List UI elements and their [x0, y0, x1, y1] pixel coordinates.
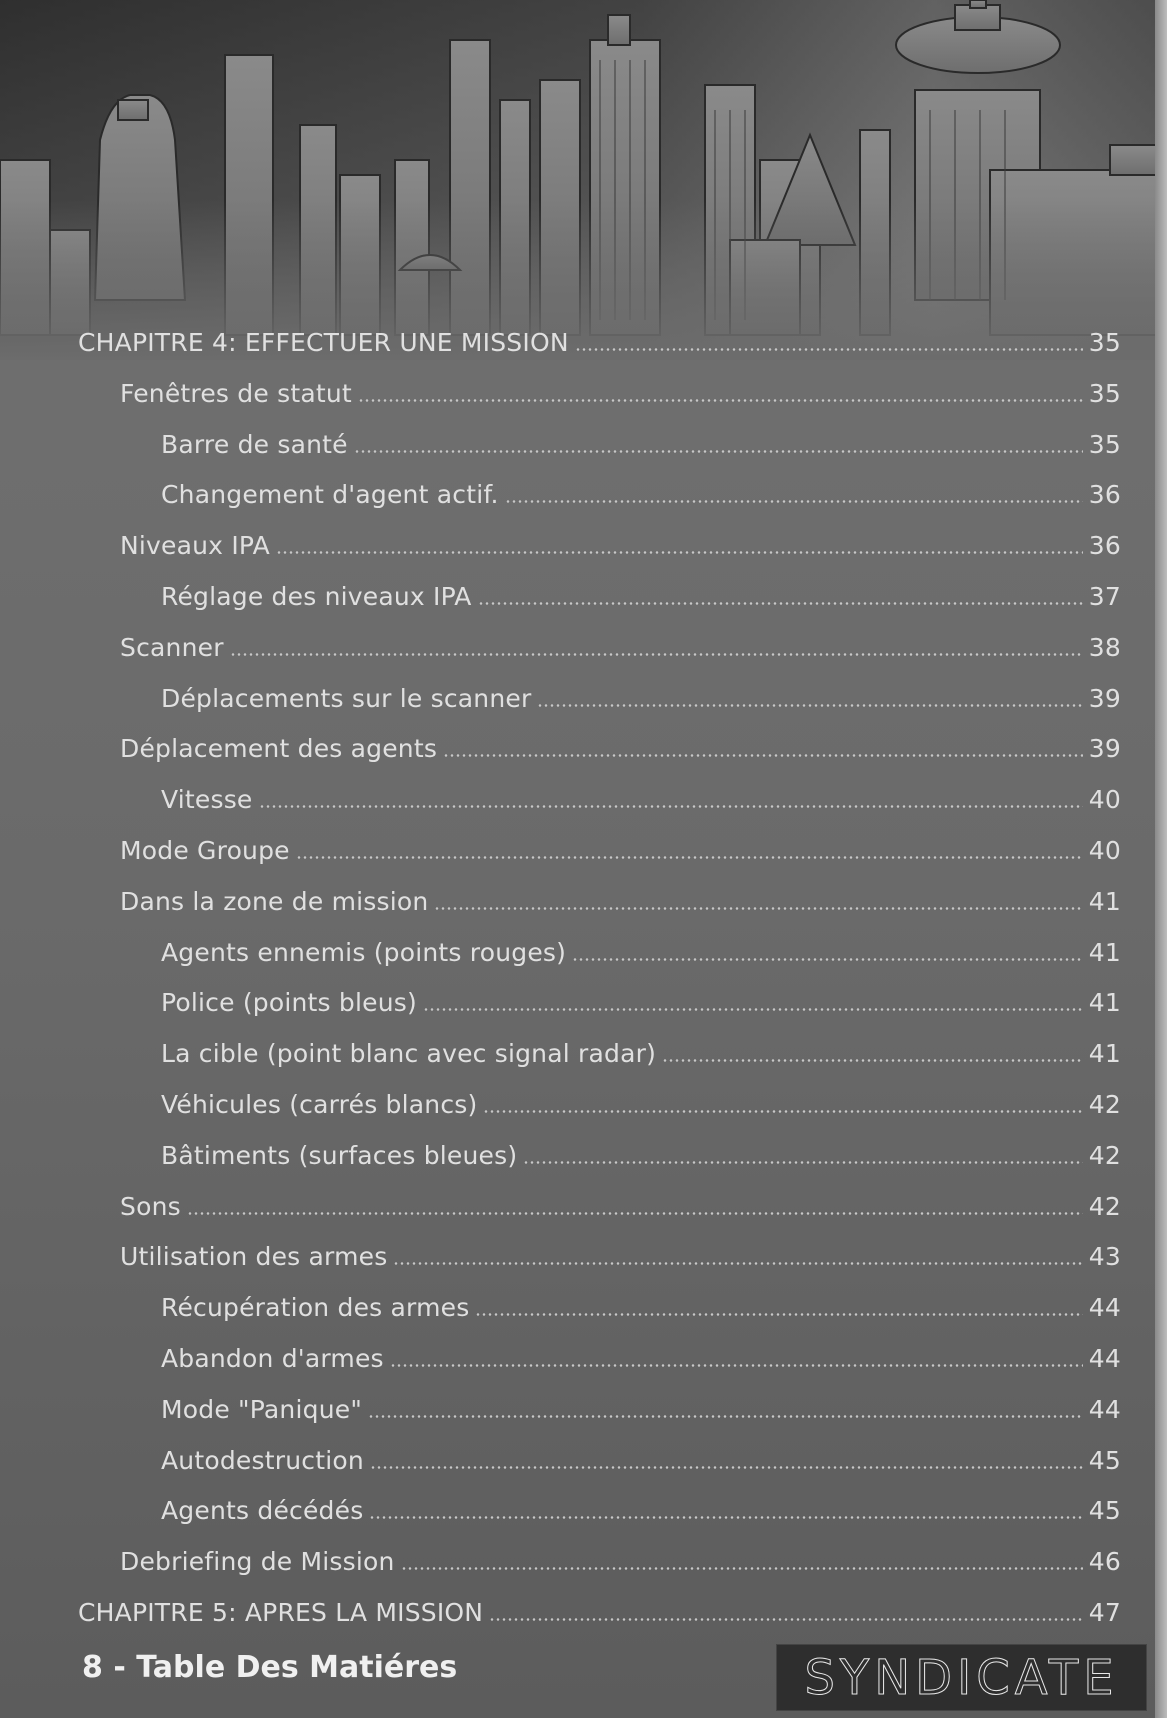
toc-entry-page-number: 41 — [1088, 987, 1121, 1017]
toc-entry-label: Barre de santé — [161, 429, 348, 459]
toc-entry-page-number: 44 — [1088, 1394, 1121, 1424]
toc-entry-label: Sons — [120, 1191, 181, 1221]
toc-entry — [161, 779, 1121, 819]
dot-leader — [523, 1161, 1082, 1164]
toc-entry — [120, 1236, 1121, 1276]
dot-leader — [369, 1516, 1082, 1519]
toc-entry — [161, 474, 1121, 514]
toc-entry — [161, 1440, 1121, 1480]
toc-entry-page-number: 39 — [1088, 683, 1121, 713]
syndicate-logo-text: SYNDICATE — [804, 1649, 1119, 1706]
toc-entry — [161, 1338, 1121, 1378]
toc-entry-label: Fenêtres de statut — [120, 378, 352, 408]
toc-entry-label: Changement d'agent actif. — [161, 479, 499, 509]
toc-entry — [120, 881, 1121, 921]
toc-entry-label: CHAPITRE 5: APRES LA MISSION — [78, 1597, 484, 1627]
toc-entry — [161, 1033, 1121, 1073]
toc-entry-label: Agents décédés — [161, 1495, 364, 1525]
toc-entry-label: Mode Groupe — [120, 835, 290, 865]
toc-entry-page-number: 39 — [1088, 733, 1121, 763]
dot-leader — [390, 1364, 1083, 1367]
toc-entry — [161, 982, 1121, 1022]
dot-leader — [423, 1008, 1083, 1011]
dot-leader — [187, 1212, 1083, 1215]
toc-entry — [161, 678, 1121, 718]
toc-entry-page-number: 35 — [1088, 378, 1121, 408]
toc-entry — [78, 322, 1121, 362]
toc-entry — [161, 576, 1121, 616]
dot-leader — [368, 1415, 1083, 1418]
toc-entry-label: Dans la zone de mission — [120, 886, 429, 916]
dot-leader — [662, 1059, 1083, 1062]
toc-entry-label: La cible (point blanc avec signal radar) — [161, 1038, 657, 1068]
toc-entry-label: Utilisation des armes — [120, 1241, 388, 1271]
dot-leader — [354, 450, 1083, 453]
toc-entry-page-number: 35 — [1088, 429, 1121, 459]
toc-entry — [120, 1186, 1121, 1226]
toc-entry-page-number: 42 — [1088, 1140, 1121, 1170]
toc-entry — [161, 1287, 1121, 1327]
toc-entry-page-number: 42 — [1088, 1089, 1121, 1119]
toc-entry-page-number: 45 — [1088, 1445, 1121, 1475]
toc-entry-label: Mode "Panique" — [161, 1394, 363, 1424]
dot-leader — [572, 958, 1083, 961]
dot-leader — [489, 1618, 1083, 1621]
dot-leader — [505, 500, 1083, 503]
toc-entry-page-number: 43 — [1088, 1241, 1121, 1271]
dot-leader — [483, 1110, 1082, 1113]
dot-leader — [393, 1262, 1082, 1265]
toc-entry-label: Agents ennemis (points rouges) — [161, 937, 567, 967]
toc-entry-label: Police (points bleus) — [161, 987, 417, 1017]
toc-entry-label: Niveaux IPA — [120, 530, 270, 560]
dot-leader — [575, 348, 1083, 351]
toc-entry-label: Bâtiments (surfaces bleues) — [161, 1140, 518, 1170]
toc-entry — [161, 1389, 1121, 1429]
toc-entry-page-number: 46 — [1088, 1546, 1121, 1576]
toc-entry-page-number: 36 — [1088, 530, 1121, 560]
dot-leader — [230, 653, 1083, 656]
toc-entry-label: Déplacement des agents — [120, 733, 438, 763]
toc-entry-label: CHAPITRE 4: EFFECTUER UNE MISSION — [78, 327, 569, 357]
toc-entry — [161, 1135, 1121, 1175]
toc-entry-page-number: 41 — [1088, 937, 1121, 967]
toc-entry — [161, 1490, 1121, 1530]
toc-entry-page-number: 44 — [1088, 1292, 1121, 1322]
dot-leader — [401, 1567, 1083, 1570]
toc-entry-page-number: 45 — [1088, 1495, 1121, 1525]
syndicate-logo — [776, 1644, 1147, 1711]
toc-entry — [161, 932, 1121, 972]
toc-entry-page-number: 40 — [1088, 784, 1121, 814]
toc-entry-page-number: 41 — [1088, 886, 1121, 916]
toc-entry-page-number: 42 — [1088, 1191, 1121, 1221]
toc-entry-page-number: 35 — [1088, 327, 1121, 357]
toc-entry — [120, 728, 1121, 768]
page-footer-title: 8 - Table Des Matiéres — [82, 1650, 458, 1685]
toc-entry-page-number: 44 — [1088, 1343, 1121, 1373]
dot-leader — [478, 602, 1083, 605]
toc-entry-label: Déplacements sur le scanner — [161, 683, 532, 713]
toc-entry-page-number: 38 — [1088, 632, 1121, 662]
dot-leader — [276, 551, 1083, 554]
dot-leader — [443, 754, 1083, 757]
dot-leader — [296, 856, 1083, 859]
toc-entry — [120, 525, 1121, 565]
toc-entry-page-number: 36 — [1088, 479, 1121, 509]
toc-entry-label: Véhicules (carrés blancs) — [161, 1089, 478, 1119]
dot-leader — [434, 907, 1082, 910]
toc-entry-label: Debriefing de Mission — [120, 1546, 395, 1576]
toc-entry-label: Abandon d'armes — [161, 1343, 384, 1373]
toc-entry-page-number: 41 — [1088, 1038, 1121, 1068]
toc-entry — [120, 830, 1121, 870]
toc-entry-label: Vitesse — [161, 784, 253, 814]
dot-leader — [475, 1313, 1082, 1316]
toc-entry-label: Réglage des niveaux IPA — [161, 581, 472, 611]
toc-entry — [120, 627, 1121, 667]
dot-leader — [259, 805, 1083, 808]
dot-leader — [370, 1466, 1083, 1469]
toc-entry-page-number: 37 — [1088, 581, 1121, 611]
toc-entry — [120, 373, 1121, 413]
toc-entry — [120, 1541, 1121, 1581]
dot-leader — [537, 704, 1082, 707]
toc-entry-label: Scanner — [120, 632, 224, 662]
dot-leader — [358, 399, 1083, 402]
toc-entry-page-number: 47 — [1088, 1597, 1121, 1627]
toc-entry — [78, 1592, 1121, 1632]
toc-entry-page-number: 40 — [1088, 835, 1121, 865]
toc-entry — [161, 1084, 1121, 1124]
toc-entry-label: Autodestruction — [161, 1445, 364, 1475]
toc-entry — [161, 424, 1121, 464]
toc-entry-label: Récupération des armes — [161, 1292, 470, 1322]
